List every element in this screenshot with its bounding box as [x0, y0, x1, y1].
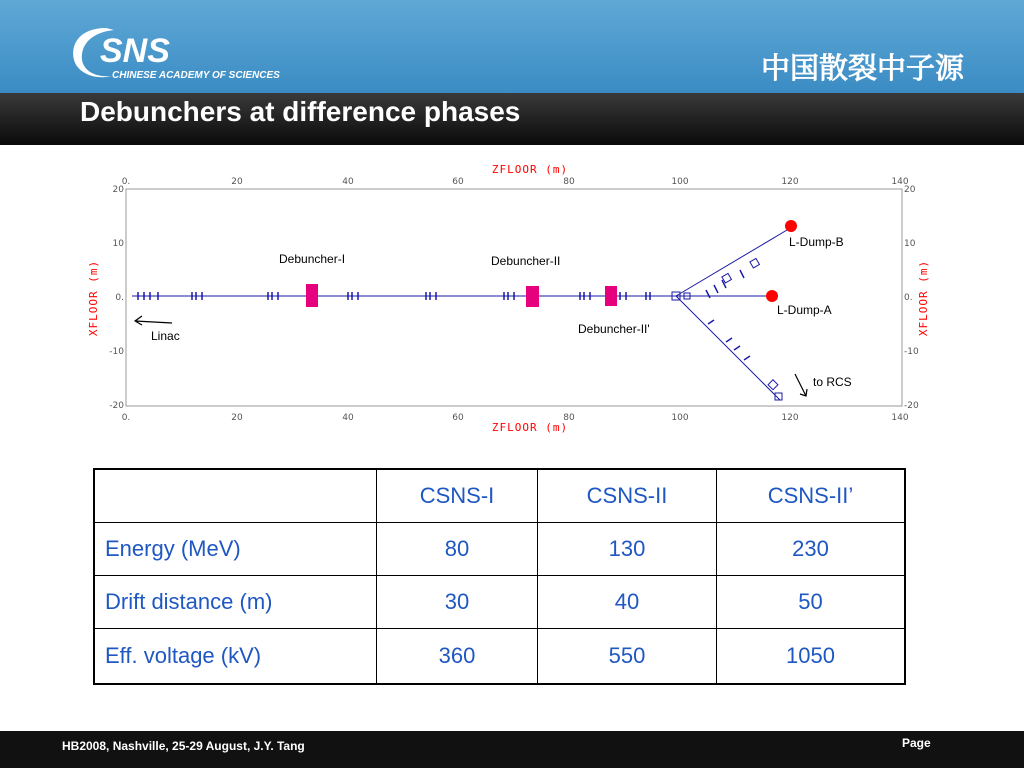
table-header-cell: CSNS-I [377, 469, 538, 523]
y-axis-title-right: XFLOOR (m) [917, 259, 930, 337]
table-header-cell [94, 469, 377, 523]
rcs-arrow-icon [795, 374, 807, 396]
x-tick-label-top: 120 [781, 177, 799, 187]
table-cell: 1050 [717, 629, 906, 685]
y-axis-title-left: XFLOOR (m) [87, 259, 100, 337]
x-ticks [122, 177, 909, 423]
y-tick-label-right: -20 [904, 401, 919, 411]
x-axis-title-top: ZFLOOR (m) [491, 163, 569, 176]
table-header-cell: CSNS-II [538, 469, 717, 523]
bending-magnet-boxes [672, 258, 782, 400]
debuncher-parameters-table [93, 468, 906, 685]
debuncher-2p-mark [605, 286, 617, 306]
x-tick-label-top: 140 [891, 177, 909, 187]
x-tick-label-bottom: 80 [563, 413, 575, 423]
footer-citation: HB2008, Nashville, 25-29 August, J.Y. Tang [62, 739, 305, 753]
linac-arrow-icon [135, 316, 172, 325]
page-label: Page [902, 736, 931, 750]
debuncher-1-label: Debuncher-I [279, 252, 346, 266]
table-cell: 30 [377, 576, 538, 629]
y-tick-label-left: 20 [112, 185, 124, 195]
slide-title: Debunchers at difference phases [80, 96, 521, 127]
to-rcs-label: to RCS [813, 375, 852, 389]
x-axis-title-bottom: ZFLOOR (m) [491, 421, 569, 434]
y-tick-label-right: -10 [904, 347, 919, 357]
x-tick-label-bottom: 100 [671, 413, 689, 423]
table-cell: 550 [538, 629, 717, 685]
table-cell: 360 [377, 629, 538, 685]
table-row-label: Energy (MeV) [94, 523, 377, 576]
x-tick-label-bottom: 40 [342, 413, 354, 423]
beamlines [132, 230, 787, 400]
branch-to-dump-b [676, 230, 787, 296]
y-tick-label-left: 0. [115, 293, 124, 303]
table-header-cell: CSNS-II’ [717, 469, 906, 523]
x-tick-label-bottom: 60 [452, 413, 464, 423]
x-tick-label-bottom: 20 [231, 413, 243, 423]
y-tick-label-left: 10 [112, 239, 124, 249]
dump-b-label: L-Dump-B [789, 235, 844, 249]
y-tick-label-right: 20 [904, 185, 916, 195]
logo-text: SNS [100, 32, 170, 70]
table-cell: 230 [717, 523, 906, 576]
table-row [94, 629, 905, 685]
magnet-marks [138, 270, 750, 360]
x-tick-label-top: 0. [121, 177, 131, 187]
y-tick-label-left: -10 [109, 347, 124, 357]
table-cell: 130 [538, 523, 717, 576]
dump-a-marker [766, 290, 778, 302]
y-tick-label-right: 10 [904, 239, 916, 249]
arrow-icons [135, 316, 807, 396]
debuncher-1-mark [306, 284, 318, 307]
linac-label: Linac [151, 329, 180, 343]
chinese-title: 中国散裂中子源 [760, 51, 964, 85]
table-cell: 40 [538, 576, 717, 629]
x-tick-label-bottom: 120 [781, 413, 799, 423]
x-tick-label-top: 60 [452, 177, 464, 187]
table-row [94, 576, 905, 629]
x-tick-label-bottom: 140 [891, 413, 909, 423]
x-tick-label-top: 80 [563, 177, 575, 187]
logo-subtitle: CHINESE ACADEMY OF SCIENCES [112, 70, 280, 81]
beamline-layout-diagram [80, 158, 950, 438]
footer-bar [0, 731, 1024, 768]
branch-to-rcs [676, 296, 780, 400]
table-cell: 50 [717, 576, 906, 629]
x-tick-label-top: 20 [231, 177, 243, 187]
x-tick-label-top: 40 [342, 177, 354, 187]
x-tick-label-top: 100 [671, 177, 689, 187]
debuncher-2-label: Debuncher-II [491, 254, 561, 268]
table-row-label: Drift distance (m) [94, 576, 377, 629]
y-tick-label-right: 0. [904, 293, 913, 303]
table-header-row [94, 469, 905, 523]
debuncher-2-mark [526, 286, 539, 307]
y-tick-label-left: -20 [109, 401, 124, 411]
sns-logo [66, 22, 286, 84]
x-tick-label-bottom: 0. [121, 413, 131, 423]
dump-a-label: L-Dump-A [777, 303, 832, 317]
table-cell: 80 [377, 523, 538, 576]
debuncher-2p-label: Debuncher-II' [578, 322, 650, 336]
table-row-label: Eff. voltage (kV) [94, 629, 377, 685]
dump-b-marker [785, 220, 797, 232]
table-row [94, 523, 905, 576]
